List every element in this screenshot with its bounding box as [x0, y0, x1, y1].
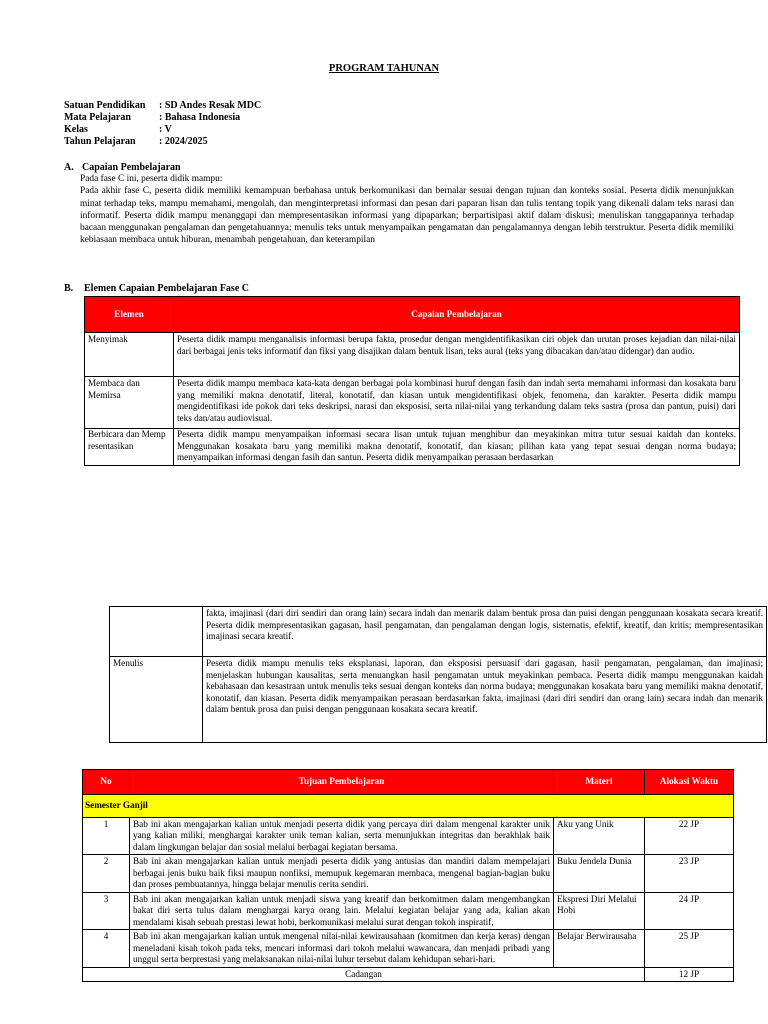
info-label: Mata Pelajaran: [64, 112, 131, 123]
col-header-materi: Materi: [554, 770, 645, 795]
section-a-body: Pada akhir fase C, peserta didik memiliki kemampuan berbahasa untuk berkomunikasi dan bernalar sesuai dengan tujuan dan konteks sosial. Peserta didik menunjukkan minat terhadap teks, mampu memahami, mengolah, dan menginterpretasi informasi dan pesan dari paparan lisan dan tulis tentang topik yang dikenali dalam teks narasi dan informatif. Peserta didik mampu menanggapi dan mempresentasikan informasi yang dipaparkan; berpartisipasi aktif dalam diskusi; menuliskan tanggapannya terhadap bacaan menggunakan pengalaman dan pengetahuannya; menulis teks untuk menyampaikan pengamatan dan pengalamannya dengan lebih terstruktur. Peserta didik memiliki kebiasaan membaca untuk hiburan, menambah pengetahuan, dan keterampilan: [80, 186, 734, 246]
row-alokasi: 24 JP: [645, 892, 734, 930]
capaian-cell: Peserta didik mampu menulis teks eksplanasi, laporan, dan eksposisi persuasif dari gagasan, hasil pengamatan, pengalaman, dan imajinasi; menjelaskan hubungan kausalitas, serta menuangkan hasil pengamatan untuk meyakinkan pembaca. Peserta didik mampu menggunakan kaidah kebahasaan dan kesastraan untuk menulis teks sesuai dengan konteks dan norma budaya; menggunakan kosakata baru yang memiliki makna denotatif, konotatif, dan kiasan. Peserta didik menyampaikan perasaan berdasarkan fakta, imajinasi (dari diri sendiri dan orang lain) secara indah dan menarik dalam bentuk prosa dan puisi dengan penggunaan kosakata secara kreatif.: [203, 657, 767, 743]
col-header-capaian: Capaian Pembelajaran: [174, 297, 740, 333]
info-row-year: [64, 136, 261, 148]
table-row: [83, 930, 734, 968]
row-tujuan: Bab ini akan mengajarkan kalian untuk menjadi peserta didik yang percaya diri dalam mengenal karakter unik yang kalian miliki, menghargai karakter unik teman kalian, serta menunjukkan integritas dan berakhlak baik dalam lingkungan belajar dan sosial melalui berbagai kegiatan bersama.: [130, 817, 554, 855]
elemen-cell: Membaca dan Memirsa: [85, 377, 174, 429]
row-materi: Ekspresi Diri Melalui Hobi: [554, 892, 645, 930]
program-table: [82, 769, 734, 982]
capaian-cell: Peserta didik mampu membaca kata-kata dengan berbagai pola kombinasi huruf dengan fasih dan indah serta memahami informasi dan kosakata baru yang memiliki makna denotatif, literal, konotatif, dan kiasan untuk mengidentifikasi objek, fenomena, dan karakter. Peserta didik mampu mengidentifikasi ide pokok dari teks deskripsi, narasi dan eksposisi, serta nilai-nilai yang terkandung dalam teks sastra (prosa dan pantun, puisi) dari teks dan/atau audiovisual.: [174, 377, 740, 429]
table-row: [85, 429, 740, 466]
info-label: Satuan Pendidikan: [64, 100, 146, 111]
elemen-cell: Berbicara dan Mempresentasikan: [88, 429, 166, 451]
col-header-no: No: [83, 770, 130, 795]
info-value: : Bahasa Indonesia: [159, 112, 241, 123]
row-no: 4: [83, 930, 130, 968]
col-header-alokasi: Alokasi Waktu: [645, 770, 734, 795]
capaian-cell-wrap: [174, 429, 740, 466]
identity-block: [64, 100, 261, 148]
row-tujuan: Bab ini akan mengajarkan kalian untuk menjadi siswa yang kreatif dan berkomitmen dalam mengembangkan bakat diri serta tulus dalam menghargai karya orang lain. Melalui kegiatan belajar yang ada, kalian akan mendalami kisah sebuah prestasi lewat hobi, berkomunikasi melalui surat dengan tokoh inspiratif,: [130, 892, 554, 930]
document-title: PROGRAM TAHUNAN: [328, 63, 440, 74]
table-row: [83, 855, 734, 893]
semester-label: Semester Ganjil: [83, 795, 734, 818]
row-materi: Buku Jendela Dunia: [554, 855, 645, 893]
elemen-cell: Menulis: [110, 657, 203, 743]
cadangan-row: [83, 967, 734, 982]
row-alokasi: 22 JP: [645, 817, 734, 855]
info-row-class: [64, 124, 261, 136]
section-b-title: Elemen Capaian Pembelajaran Fase C: [84, 283, 249, 294]
row-alokasi: 25 JP: [645, 930, 734, 968]
capaian-cell: Peserta didik mampu menyampaikan informasi secara lisan untuk tujuan menghibur dan meyakinkan mitra tutur sesuai kaidah dan konteks. Menggunakan kosakata baru yang memiliki makna denotatif, konotatif, dan kiasan; pilihan kata yang tepat sesuai dengan norma budaya; menyampaikan informasi dengan fasih dan santun. Peserta didik menyampaikan perasaan berdasarkan: [177, 429, 736, 462]
info-value: : V: [159, 124, 172, 135]
elemen-table: [84, 296, 740, 466]
info-value: : 2024/2025: [159, 136, 208, 147]
section-b-heading: [64, 283, 744, 294]
section-a-title: Capaian Pembelajaran: [82, 162, 181, 173]
section-a-heading: [64, 162, 734, 173]
info-row-school: [64, 100, 261, 112]
section-b-letter: B.: [64, 283, 74, 294]
section-a-intro: Pada fase C ini, peserta didik mampu:: [80, 174, 223, 184]
table-row: [83, 892, 734, 930]
row-materi: Aku yang Unik: [554, 817, 645, 855]
row-no: 2: [83, 855, 130, 893]
section-capaian: [64, 162, 734, 247]
elemen-cell: [110, 607, 203, 657]
section-a-letter: A.: [64, 162, 74, 173]
info-label: Tahun Pelajaran: [64, 136, 136, 147]
table-row: [110, 607, 767, 657]
col-header-tujuan: Tujuan Pembelajaran: [130, 770, 554, 795]
elemen-table-header: [85, 297, 740, 333]
table-row: [110, 657, 767, 743]
row-alokasi: 23 JP: [645, 855, 734, 893]
program-table-header: [83, 770, 734, 795]
semester-row: [83, 795, 734, 818]
section-elemen: [64, 283, 744, 294]
table-row: [83, 817, 734, 855]
info-label: Kelas: [64, 124, 88, 135]
elemen-cell-wrap: [85, 429, 174, 466]
table-row: [85, 377, 740, 429]
elemen-table-continued: [109, 606, 767, 743]
cadangan-alokasi: 12 JP: [645, 967, 734, 982]
elemen-cell: Menyimak: [85, 333, 174, 377]
cadangan-label: Cadangan: [83, 967, 645, 982]
row-tujuan: Bab ini akan mengajarkan kalian untuk mengenal nilai-nilai kewirausahaan (komitmen dan kerja keras) dengan meneladani kisah tokoh pada teks, mencari informasi dari tokoh melalui wawancara, dan menjadi pribadi yang unggul serta berprestasi yang melaksanakan nilai-nilai luhur tersebut dalam kehidupan sehari-hari.: [130, 930, 554, 968]
table-row: [85, 333, 740, 377]
capaian-cell: Peserta didik mampu menganalisis informasi berupa fakta, prosedur dengan mengidentifikasikan ciri objek dan urutan proses kejadian dan nilai-nilai dari berbagai jenis teks informatif dan fiksi yang disajikan dalam bentuk lisan, teks aural (teks yang dibacakan dan/atau didengar) dan audio.: [174, 333, 740, 377]
col-header-elemen: Elemen: [85, 297, 174, 333]
row-no: 1: [83, 817, 130, 855]
info-value: : SD Andes Resak MDC: [159, 100, 262, 111]
row-materi: Belajar Berwirausaha: [554, 930, 645, 968]
row-tujuan: Bab ini akan mengajarkan kalian untuk menjadi peserta didik yang antusias dan mandiri dalam mempelajari berbagai jenis buku baik fiksi maupun nonfiksi, memupuk kegemaran membaca, mengenal bagian-bagian buku dan proses pembuatannya, hingga belajar menulis cerita sendiri.: [130, 855, 554, 893]
row-no: 3: [83, 892, 130, 930]
capaian-cell: fakta, imajinasi (dari diri sendiri dan orang lain) secara indah dan menarik dalam bentuk prosa dan puisi dengan penggunaan kosakata secara kreatif. Peserta didik mempresentasikan gagasan, hasil pengamatan, dan pengalaman dengan logis, sistematis, efektif, kreatif, dan kritis; mempresentasikan imajinasi secara kreatif.: [203, 607, 767, 657]
info-row-subject: [64, 112, 261, 124]
